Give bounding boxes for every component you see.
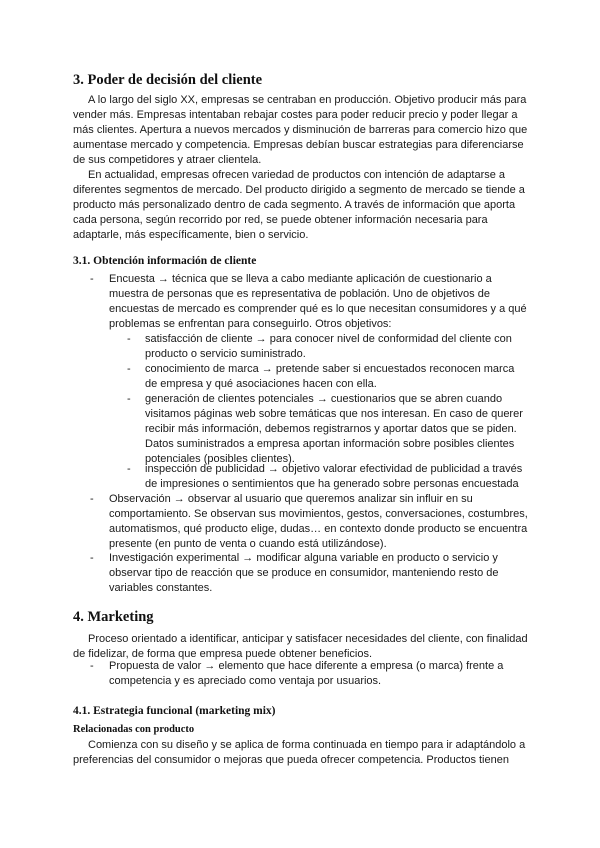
list-item-observacion: - Observación → observar al usuario que queremos analizar sin influir en su comportamiento. Se observan sus movimientos, gestos, conversaciones, costumbres, automatismos, qué producto elige, dudas… en contexto donde producto se encuentra presente (en punto de venta o cuando está utilizándose). — [90, 493, 528, 550]
list-item-encuesta: - Encuesta → técnica que se lleva a cabo mediante aplicación de cuestionario a muestra de personas que es representativa de población. Uno de objetivos de encuestas de mercado es comprender qué es lo que necesitan consumidores y a qué problemas se enfrentan para conseguirlo. Otros objetivos: — [90, 273, 527, 330]
sub-list-item-clientes-potenciales: - generación de clientes potenciales → cuestionarios que se abren cuando visitamos páginas web sobre temáticas que nos interesan. En caso de querer recibir más información, debemos registrarnos y aportar datos que se piden. Datos suministrados a empresa aportan información sobre posibles clientes potenciales (posibles clientes). — [127, 393, 523, 465]
section-4-1-heading: 4.1. Estrategia funcional (marketing mix) — [73, 705, 276, 717]
section-4-paragraph-1: Proceso orientado a identificar, anticipar y satisfacer necesidades del cliente, con finalidad de fidelizar, de forma que empresa puede obtener beneficios. — [73, 633, 528, 660]
section-4-heading: 4. Marketing — [73, 609, 154, 625]
sub-list-item-inspeccion-publicidad: - inspección de publicidad → objetivo valorar efectividad de publicidad a través de impresiones o sentimientos que ha generado sobre personas encuestada — [127, 463, 523, 490]
section-3-paragraph-2: En actualidad, empresas ofrecen variedad de productos con intención de adaptarse a diferentes segmentos de mercado. Del producto dirigido a segmento de mercado se tiende a producto más personalizado dentro de cada segmento. A través de información que aporta cada persona, según recorrido por red, se puede obtener información necesaria para adaptarle, más específicamente, bien o servicio. — [73, 169, 525, 241]
section-4-1-paragraph-1: Comienza con su diseño y se aplica de forma continuada en tiempo para ir adaptándolo a preferencias del consumidor o mejoras que pueda ofrecer competencia. Productos tienen — [73, 739, 526, 766]
subheading-producto: Relacionadas con producto — [73, 724, 195, 735]
list-item-investigacion-experimental: - Investigación experimental → modificar alguna variable en producto o servicio y observar tipo de reacción que se produce en consumidor, manteniendo resto de variables constantes. — [90, 552, 499, 594]
section-3-heading: 3. Poder de decisión del cliente — [73, 72, 263, 88]
sub-list-item-satisfaccion: - satisfacción de cliente → para conocer nivel de conformidad del cliente con producto o servicio suministrado. — [127, 333, 512, 360]
sub-list-item-conocimiento-marca: - conocimiento de marca → pretende saber si encuestados reconocen marca de empresa y qué asociaciones hacen con ella. — [127, 363, 515, 390]
section-3-1-heading: 3.1. Obtención información de cliente — [73, 255, 257, 267]
list-item-propuesta-valor: - Propuesta de valor → elemento que hace diferente a empresa (o marca) frente a competencia y es apreciado como ventaja por usuarios. — [90, 660, 504, 687]
section-3-paragraph-1: A lo largo del siglo XX, empresas se centraban en producción. Objetivo producir más para vender más. Empresas intentaban rebajar costes para poder reducir precio y poder llegar a más clientes. Apertura a nuevos mercados y disminución de barreras para comercio hizo que aumentase mercado y competencia. Empresas debían buscar estrategias para diferenciarse de sus competidores y atraer clientela. — [73, 94, 528, 166]
